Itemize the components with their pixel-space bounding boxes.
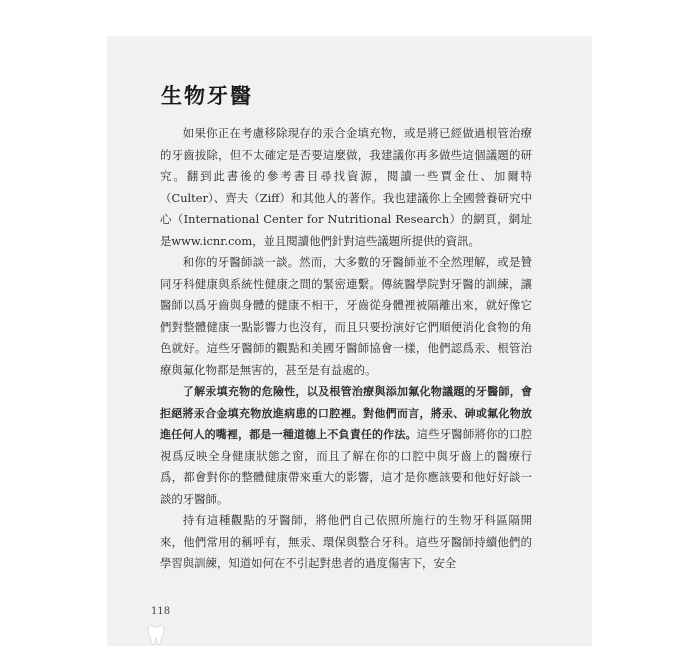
tooth-icon xyxy=(147,624,165,646)
text-run: 持有這種觀點的牙醫師，將他們自己依照所施行的生物牙科區隔開來，他們常用的稱呼有，無汞、環保與整合牙科。這些牙醫師持續他們的學習與訓練，知道如何在不引起對患者的過度傷害下，安全 xyxy=(160,513,532,570)
text-run: 如果你正在考慮移除現存的汞合金填充物，或是將已經做過根管治療的牙齒拔除，但不太確定是否要這麼做，我建議你再多做些這個議題的研究。翻到此書後的參考書目尋找資源，閱讀一些賈金仕、加爾特（Culter）、齊夫（Ziff）和其他人的著作。我也建議你上全國營養研究中心（International Center for Nutritional Research）的網頁，網址是www.icnr.com，並且閱讀他們針對這些議題所提供的資訊。 xyxy=(160,126,532,248)
text-run: 這些牙醫師將你的口腔視爲反映全身健康狀態之窗，而且了解在你的口腔中與牙齒上的醫療行爲，都會對你的整體健康帶來重大的影響，這才是你應該要和他好好談一談的牙醫師。 xyxy=(160,427,532,506)
body-text xyxy=(160,123,532,575)
bold-text-run: 了解汞填充物的危險性，以及根管治療與添加氟化物議題的牙醫師，會拒絕將汞合金填充物放進病患的口腔裡。對他們而言，將汞、砷或氟化物放進任何人的嘴裡，都是一種道德上不負責任的作法。 xyxy=(160,385,532,441)
book-page xyxy=(107,36,592,646)
text-run: 和你的牙醫師談一談。然而，大多數的牙醫師並不全然理解，或是贊同牙科健康與系統性健康之間的緊密連繫。傳統醫學院對牙醫的訓練，讓醫師以爲牙齒與身體的健康不相干，牙齒從身體裡被隔離出來，就好像它們對整體健康一點影響力也沒有，而且只要扮演好它們順便消化食物的角色就好。這些牙醫師的觀點和美國牙醫師協會一樣，他們認爲汞、根管治療與氟化物都是無害的，甚至是有益處的。 xyxy=(160,255,532,377)
page-number: 118 xyxy=(151,606,171,617)
paragraph-3 xyxy=(160,381,532,510)
paragraph-1 xyxy=(160,123,532,252)
paragraph-4 xyxy=(160,510,532,575)
paragraph-2 xyxy=(160,252,532,381)
section-title: 生物牙醫 xyxy=(161,84,253,108)
